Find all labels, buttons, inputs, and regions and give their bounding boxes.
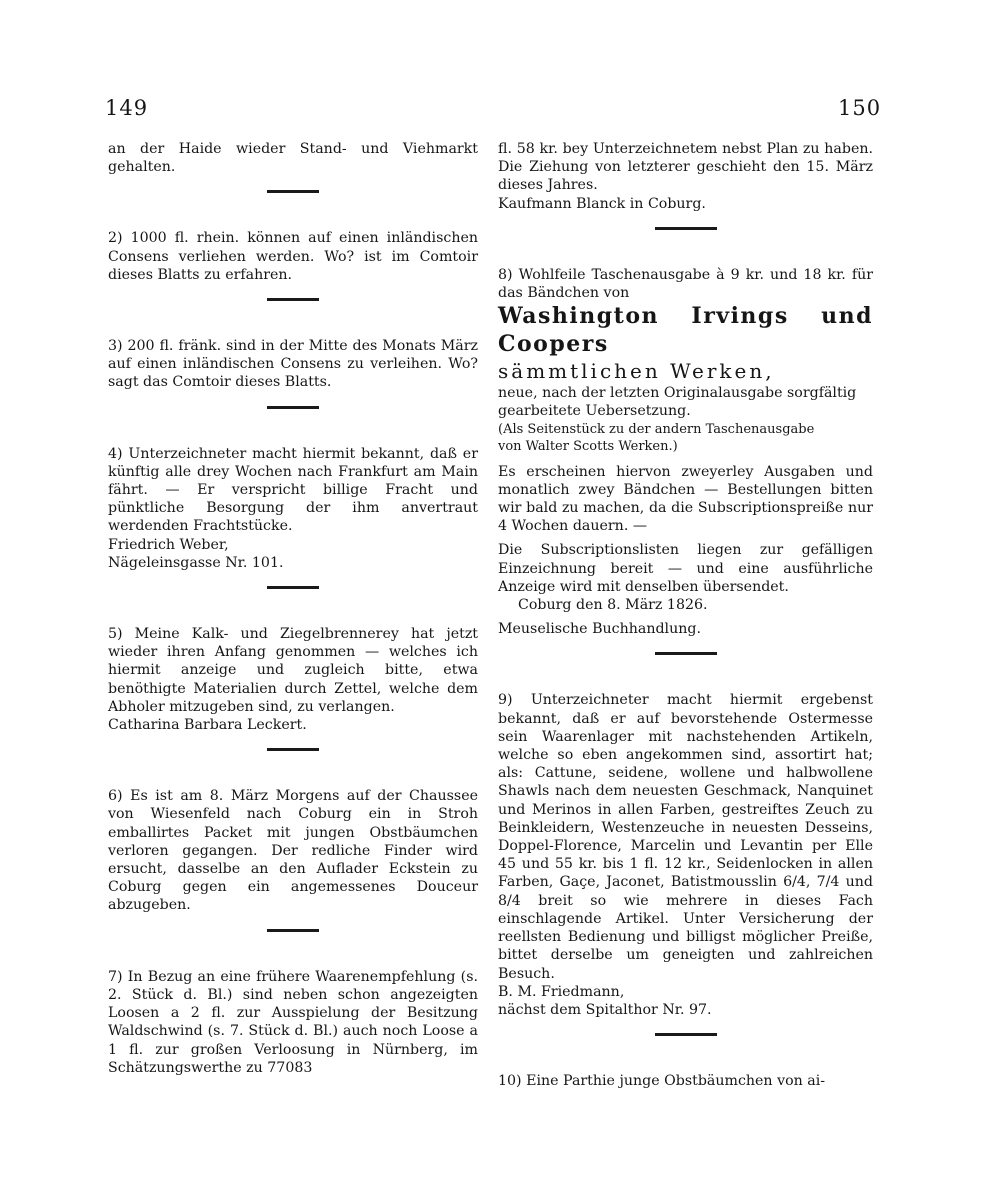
notice-4-signature-address: Nägeleinsgasse Nr. 101. bbox=[108, 554, 284, 571]
section-divider bbox=[267, 586, 319, 589]
notice-8-paragraph-2: Die Subscriptionslisten liegen zur gefälligen Einzeichnung bereit — und eine ausführliche Anzeige wird mit denselben übersendet. bbox=[498, 542, 873, 595]
notice-6: 6) Es ist am 8. März Morgens auf der Chaussee von Wiesenfeld nach Coburg ein in Stroh emballirtes Packet mit jungen Obstbäumchen verloren gegangen. Der redliche Finder wird ersucht, dasselbe an den Auflader Eckstein zu Coburg gegen ein angemessenes Douceur abzugeben. bbox=[108, 788, 478, 914]
right-column bbox=[498, 140, 873, 1090]
notice-8-edition-line-2: gearbeitete Uebersetzung. bbox=[498, 403, 691, 420]
section-divider bbox=[267, 929, 319, 932]
notice-8-book-subtitle: sämmtlichen Werken, bbox=[498, 359, 775, 384]
notice-7-signature: Kaufmann Blanck in Coburg. bbox=[498, 195, 706, 212]
notice-8-note-line-1: (Als Seitenstück zu der andern Taschenausgabe bbox=[498, 421, 815, 437]
section-divider bbox=[655, 227, 717, 230]
section-divider bbox=[655, 1033, 717, 1036]
notice-9: 9) Unterzeichneter macht hiermit ergebenst bekannt, daß er auf bevorstehende Ostermesse sein Waarenlager mit nachstehenden Artikeln, welche so eben angekommen sind, assortirt hat; als: Cattune, seidene, wollene und halbwollene Shawls nach dem neuesten Geschmack, Nanquinet und Merinos in allen Farben, gestreiftes Zeuch zu Beinkleidern, Westenzeuche in neuesten Desseins, Doppel-Florence, Marcelin und Levantin per Elle 45 und 55 kr. bis 1 fl. 12 kr., Seidenlocken in allen Farben, Gaçe, Jaconet, Batistmousslin 6/4, 7/4 und 8/4 breit so wie mehrere in dieses Fach einschlagende Artikel. Unter Versicherung der reellsten Bedienung und billigst möglicher Preiße, bittet derselbe um geneigten und zahlreichen Besuch. bbox=[498, 692, 873, 982]
notice-7-continuation: fl. 58 kr. bey Unterzeichnetem nebst Plan zu haben. Die Ziehung von letzterer geschieht den 15. März dieses Jahres. bbox=[498, 141, 873, 194]
notice-7: 7) In Bezug an eine frühere Waarenempfehlung (s. 2. Stück d. Bl.) sind neben schon angezeigten Loosen a 2 fl. zur Ausspielung der Besitzung Waldschwind (s. 7. Stück d. Bl.) auch noch Loose a 1 fl. zur großen Verloosung in Nürnberg, im Schätzungswerthe zu 77083 bbox=[108, 968, 478, 1076]
notice-8-book-title: Washington Irvings und Coopers bbox=[498, 303, 873, 358]
notice-8-signature: Meuselische Buchhandlung. bbox=[498, 621, 701, 638]
notice-8-date: Coburg den 8. März 1826. bbox=[518, 597, 708, 614]
notice-2: 2) 1000 fl. rhein. können auf einen inländischen Consens verliehen werden. Wo? ist im Comtoir dieses Blatts zu erfahren. bbox=[108, 230, 478, 283]
section-divider bbox=[267, 190, 319, 193]
section-divider bbox=[267, 748, 319, 751]
section-divider bbox=[655, 652, 717, 655]
notice-10: 10) Eine Parthie junge Obstbäumchen von ai- bbox=[498, 1073, 826, 1090]
notice-4-signature-name: Friedrich Weber, bbox=[108, 536, 229, 553]
notice-8-edition-line-1: neue, nach der letzten Originalausgabe sorgfältig bbox=[498, 385, 857, 402]
notice-5-signature: Catharina Barbara Leckert. bbox=[108, 717, 307, 734]
section-divider bbox=[267, 298, 319, 301]
intro-paragraph: an der Haide wieder Stand- und Viehmarkt gehalten. bbox=[108, 141, 478, 176]
notice-9-signature-address: nächst dem Spitalthor Nr. 97. bbox=[498, 1001, 712, 1018]
notice-4: 4) Unterzeichneter macht hiermit bekannt, daß er künftig alle drey Wochen nach Frankfurt am Main fährt. — Er verspricht billige Fracht und pünktliche Besorgung der ihm anvertraut werdenden Frachtstücke. bbox=[108, 445, 478, 535]
section-divider bbox=[267, 406, 319, 409]
notice-8-intro: 8) Wohlfeile Taschenausgabe à 9 kr. und 18 kr. für das Bändchen von bbox=[498, 266, 873, 302]
page-number-left: 149 bbox=[105, 96, 149, 120]
page-number-right: 150 bbox=[838, 96, 882, 120]
notice-8-paragraph-1: Es erscheinen hiervon zweyerley Ausgaben und monatlich zwey Bändchen — Bestellungen bitten wir bald zu machen, da die Subscriptionspreiße nur 4 Wochen dauern. — bbox=[498, 463, 873, 535]
left-column bbox=[108, 140, 478, 1077]
notice-8-note-line-2: von Walter Scotts Werken.) bbox=[498, 438, 678, 454]
notice-3: 3) 200 fl. fränk. sind in der Mitte des Monats März auf einen inländischen Consens zu verleihen. Wo? sagt das Comtoir dieses Blatts. bbox=[108, 338, 478, 391]
notice-9-signature-name: B. M. Friedmann, bbox=[498, 983, 625, 1000]
notice-5: 5) Meine Kalk- und Ziegelbrennerey hat jetzt wieder ihren Anfang genommen — welches ich hiermit anzeige und zugleich bitte, etwa benöthigte Materialien durch Zettel, welche dem Abholer mitzugeben sind, zu verlangen. bbox=[108, 626, 478, 715]
